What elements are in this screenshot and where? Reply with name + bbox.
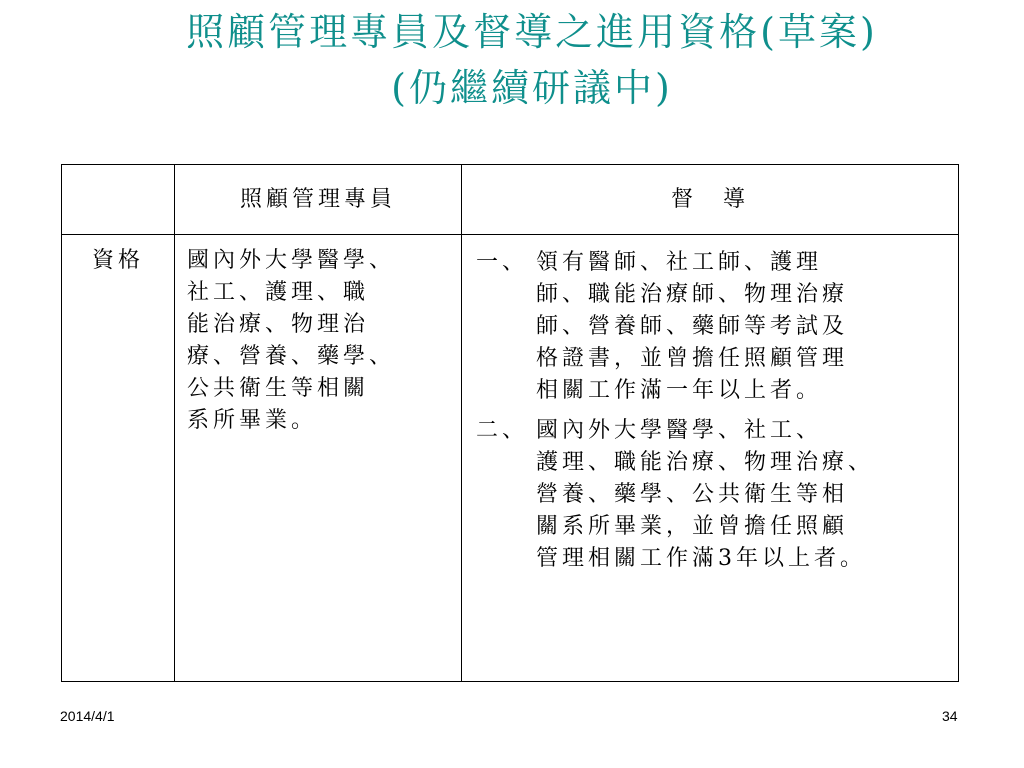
row-label-qualification: 資格 <box>62 235 175 682</box>
supervisor-item-2-line: 關系所畢業，並曾擔任照顧 <box>536 514 849 539</box>
care-manager-line: 社工、護理、職 <box>187 280 370 305</box>
title-line-sub: (仍繼續研議中) <box>391 66 673 110</box>
supervisor-item-1 <box>476 247 958 407</box>
supervisor-item-2-line: 國內外大學醫學、社工、 <box>536 418 823 443</box>
care-manager-qualification-cell <box>175 235 462 682</box>
care-manager-line: 國內外大學醫學、 <box>187 248 396 273</box>
supervisor-item-1-line: 相關工作滿一年以上者。 <box>536 378 823 403</box>
supervisor-item-2-line: 營養、藥學、公共衛生等相 <box>536 482 849 507</box>
care-manager-line: 療、營養、藥學、 <box>187 344 396 369</box>
table-header-row <box>62 165 959 235</box>
care-manager-line: 公共衛生等相關 <box>187 376 370 401</box>
footer-date: 2014/4/1 <box>60 708 115 724</box>
care-manager-line: 能治療、物理治 <box>187 312 370 337</box>
supervisor-item-2-number: 二、 <box>476 418 529 443</box>
supervisor-item-1-number: 一、 <box>476 250 529 275</box>
header-cell-supervisor: 督 導 <box>462 165 959 235</box>
supervisor-item-1-line: 格證書，並曾擔任照顧管理 <box>536 346 849 371</box>
supervisor-item-2 <box>476 415 958 575</box>
header-cell-empty <box>62 165 175 235</box>
supervisor-item-2-line: 護理、職能治療、物理治療、 <box>536 450 875 475</box>
header-cell-care-manager: 照顧管理專員 <box>175 165 462 235</box>
table-row-qualification <box>62 235 959 682</box>
qualification-table <box>61 164 959 682</box>
supervisor-item-1-line: 師、職能治療師、物理治療 <box>536 282 849 307</box>
supervisor-item-1-line: 領有醫師、社工師、護理 <box>536 250 823 275</box>
supervisor-qualification-cell <box>462 235 959 682</box>
title-line-main: 照顧管理專員及督導之進用資格(草案) <box>186 10 878 54</box>
footer-page-number: 34 <box>942 708 958 724</box>
care-manager-line: 系所畢業。 <box>187 408 318 433</box>
supervisor-item-1-line: 師、營養師、藥師等考試及 <box>536 314 849 339</box>
supervisor-item-2-line: 管理相關工作滿3年以上者。 <box>536 546 866 571</box>
slide-title <box>40 4 1024 116</box>
